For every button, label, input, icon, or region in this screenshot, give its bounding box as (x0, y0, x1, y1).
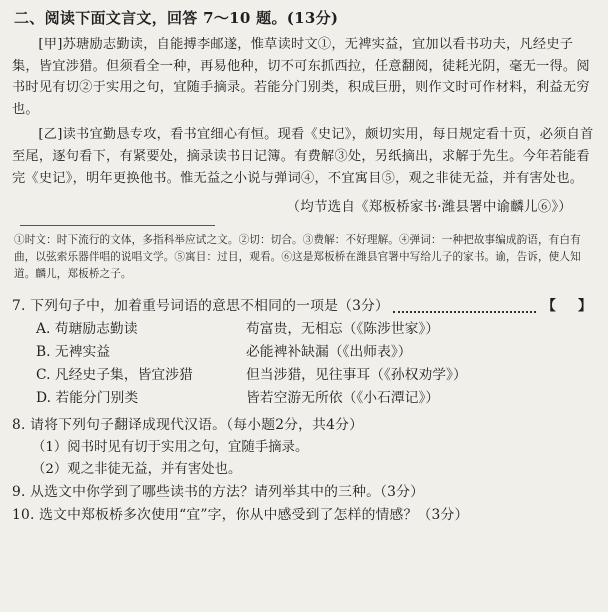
section-title: 二、阅读下面文言文，回答 7～10 题。(13分) (14, 9, 339, 27)
option-a (12, 318, 598, 341)
option-d (12, 387, 598, 410)
passage-paragraph-yi: [乙]读书宜勤恳专攻，看书宜细心有恒。现看《史记》，颇切实用，每日规定看十页，必须自首至尾，逐句看下，有紧要处，摘录读书日记簿。有费解③处，另纸摘出，求解于先生。今年若能看完《史记》，明年更换他书。惟无益之小说与弹词④，不宜寓目⑤，观之非徒无益，并有害处也。 (12, 127, 594, 186)
option-d-sentence: D. 若能分门别类 (36, 390, 139, 407)
question-7-options (12, 318, 598, 410)
question-9-stem: 9. 从选文中你学到了哪些读书的方法？请列举其中的三种。（3分） (12, 484, 425, 501)
option-c (12, 364, 598, 387)
answer-bracket-close: 】 (578, 298, 592, 315)
option-c-sentence: C. 凡经史子集，皆宜涉猎 (36, 367, 193, 384)
answer-leader-dots (393, 300, 536, 313)
passage-paragraph-jia: [甲]苏瑭励志勤读，自能搏李邮遂，惟草读时文①，无裨实益，宜加以看书功夫，凡经史子集，皆宜涉猎。但须看全一种，再易他种，切不可东抓西拉，任意翻阅，徒耗光阴，毫无一得。阅书时见有切②于实用之句，宜随手摘录。若能分门别类，积成巨册，则作文时可作材料，利益无穷也。 (12, 37, 590, 117)
option-b-reference: 必能裨补缺漏（《出师表》） (246, 344, 412, 361)
question-8-sub-1: （1）阅书时见有切于实用之句，宜随手摘录。 (32, 440, 309, 456)
question-8-stem: 8. 请将下列句子翻译成现代汉语。（每小题2分，共4分） (12, 417, 364, 434)
classical-passage (12, 34, 598, 189)
question-8-sub-2: （2）观之非徒无益，并有害处也。 (32, 462, 242, 478)
question-7-stem: 7. 下列句子中，加着重号词语的意思不相同的一项是（3分） (12, 298, 390, 315)
footnotes: ①时文：时下流行的文体，多指科举应试之文。②切：切合。③费解：不好理解。④弹词：一种把故事编成韵语，有白有曲，以弦索乐器伴唱的说唱文学。⑤寓目：过目，观看。⑥这是郑板桥在潍县官署中写给儿子的家书。谕，告诉，使人知道。麟儿，郑板桥之子。 (14, 234, 581, 281)
option-a-sentence: A. 苟瑭励志勤读 (36, 321, 138, 338)
option-b (12, 341, 598, 364)
option-c-reference: 但当涉猎，见往事耳（《孙权劝学》） (246, 367, 467, 384)
question-10-stem: 10. 选文中郑板桥多次使用“宜”字，你从中感受到了怎样的情感？（3分） (12, 507, 469, 524)
passage-source: （均节选自《郑板桥家书·潍县署中谕麟儿⑥》） (286, 199, 572, 216)
answer-bracket-open: 【 (542, 298, 556, 315)
option-d-reference: 皆若空游无所依（《小石潭记》） (246, 390, 440, 407)
footnote-divider (20, 225, 215, 226)
option-b-sentence: B. 无裨实益 (36, 344, 111, 361)
question-7 (12, 295, 598, 318)
answer-bracket (542, 295, 592, 318)
option-a-reference: 苟富贵，无相忘（《陈涉世家》） (246, 321, 440, 338)
